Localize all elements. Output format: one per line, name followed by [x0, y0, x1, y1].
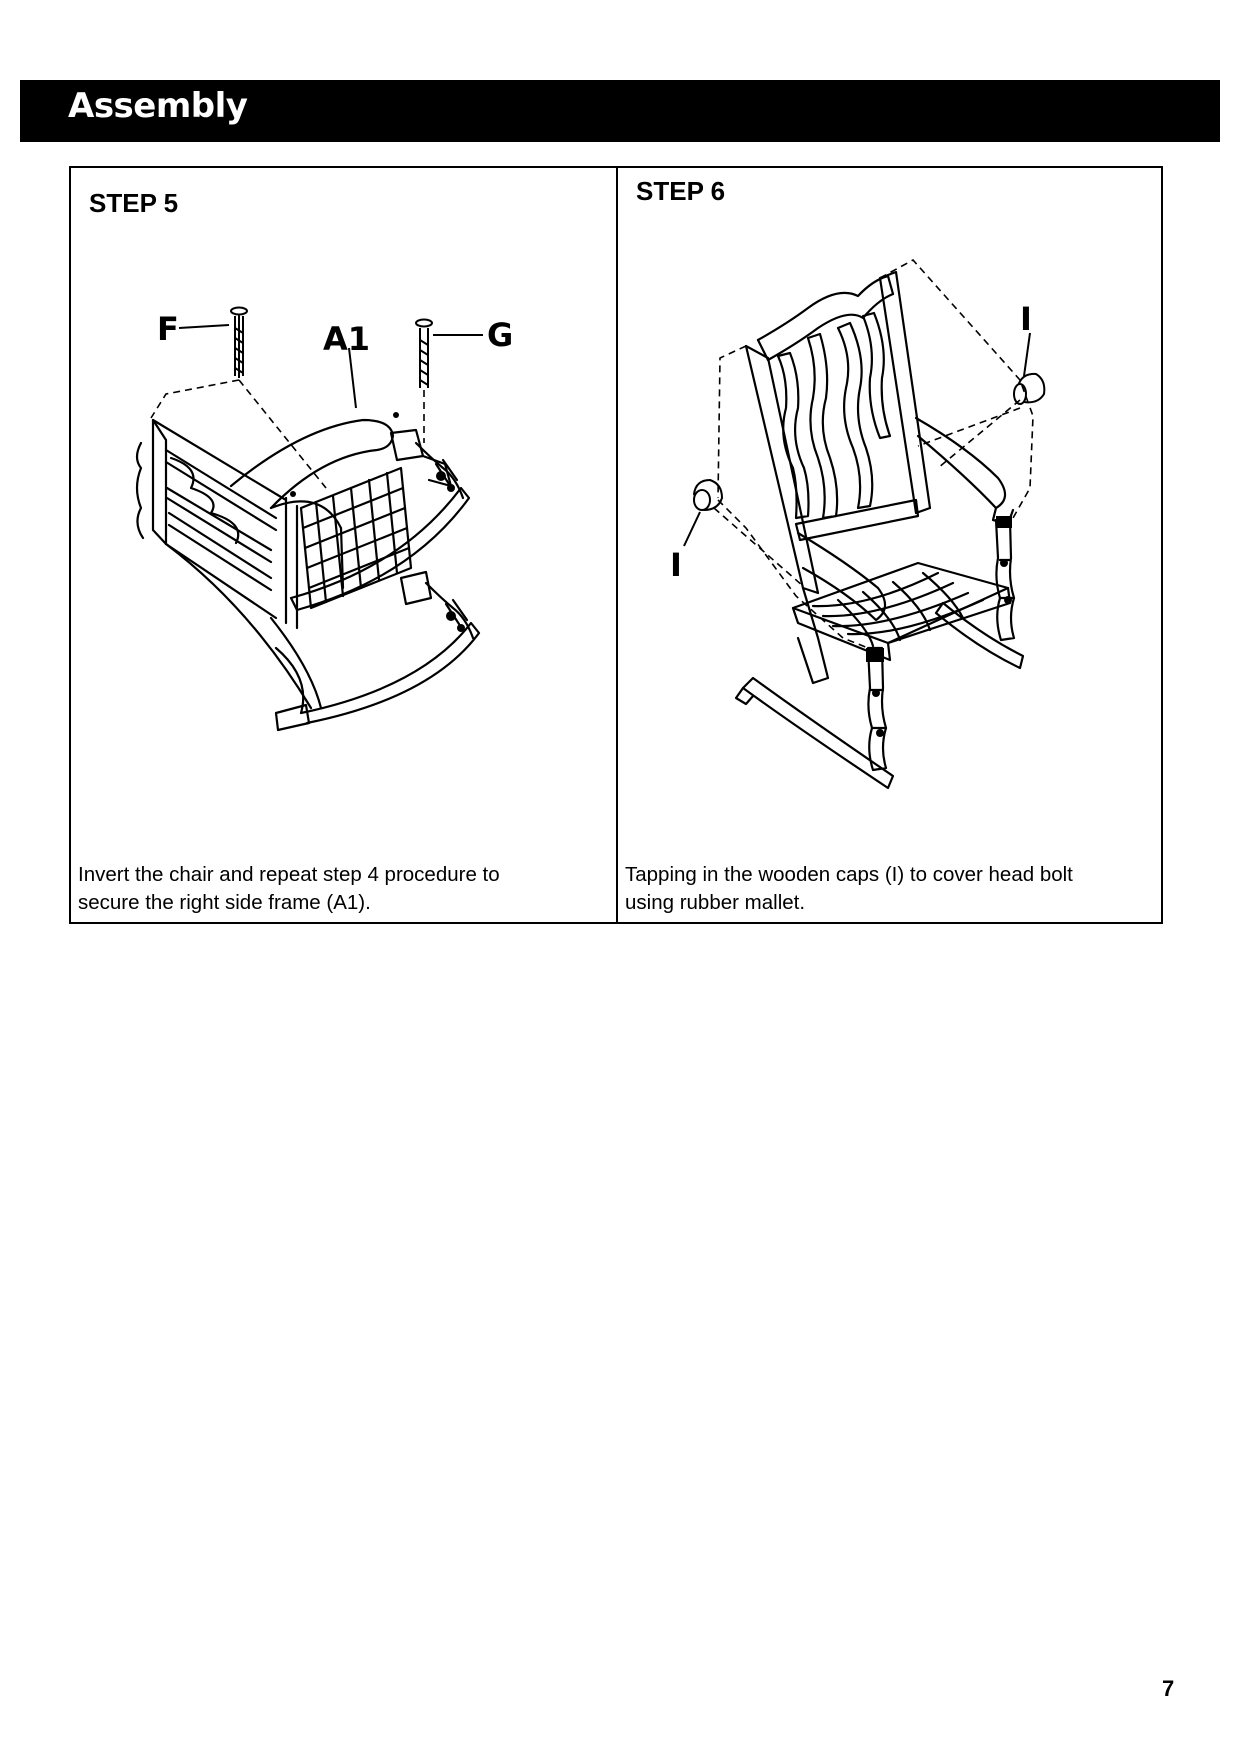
steps-frame [69, 166, 1163, 924]
step-6-instructions [625, 861, 1155, 917]
label-a1: A1 [323, 320, 371, 358]
step-6-panel [618, 168, 1161, 922]
step-6-text-line-2: using rubber mallet. [625, 891, 806, 914]
page-number: 7 [1162, 1676, 1175, 1701]
side-frame-a1 [231, 420, 393, 508]
step-5-text-line-2: secure the right side frame (A1). [78, 891, 371, 914]
step-5-title: STEP 5 [89, 188, 179, 218]
label-f: F [157, 310, 179, 348]
backrest-frame [153, 420, 166, 544]
back-slat [778, 353, 809, 518]
label-g: G [487, 316, 514, 354]
top-rail [758, 276, 893, 360]
step-5-text-line-1: Invert the chair and repeat step 4 procedure to [78, 863, 500, 886]
guide-top-cap [880, 260, 1033, 518]
label-i-top: I [1020, 300, 1032, 338]
step-5-panel [71, 168, 616, 922]
front-leg-left [868, 648, 886, 770]
step-5-illustration [71, 168, 616, 858]
label-i-bottom: I [670, 546, 682, 584]
arm-right [916, 418, 1005, 508]
page-title: Assembly [68, 86, 248, 126]
back-post-right [880, 272, 930, 513]
step-6-title: STEP 6 [636, 176, 726, 206]
step-6-illustration [618, 168, 1161, 858]
back-post-left [746, 346, 818, 593]
bolt-f [231, 308, 247, 379]
arm-left [798, 533, 885, 620]
rocker-upper [291, 488, 469, 610]
wooden-cap-bottom [694, 480, 722, 510]
header-bar [20, 80, 1220, 142]
bolt-g [416, 320, 432, 389]
front-leg-right [996, 520, 1014, 640]
step-6-text-line-1: Tapping in the wooden caps (I) to cover head bolt [625, 863, 1073, 886]
step-5-instructions [78, 861, 608, 917]
